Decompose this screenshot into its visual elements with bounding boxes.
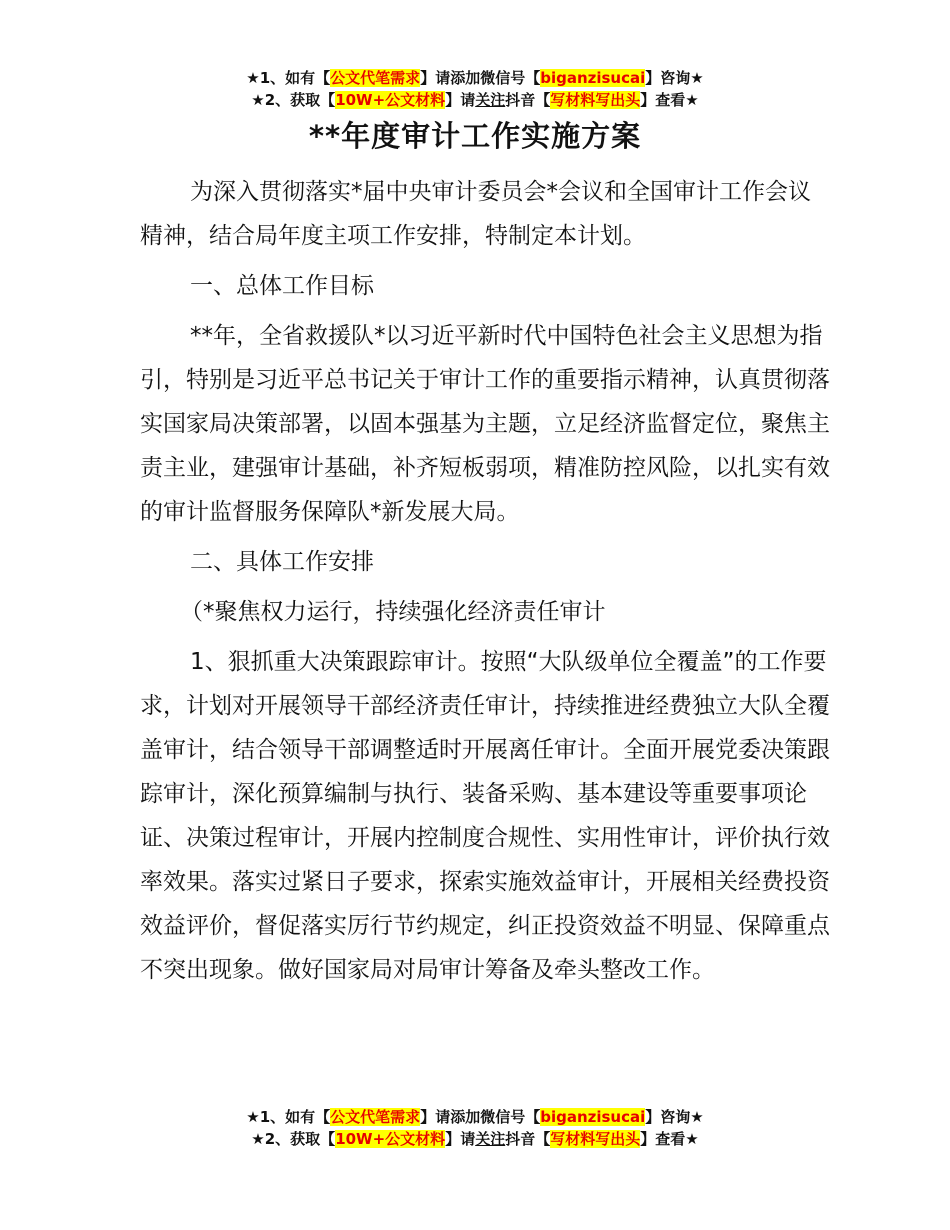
promo-text: 】咨询★ — [645, 1108, 704, 1126]
promo-text: ★2、获取【 — [251, 91, 336, 109]
promo-highlight: 公文代笔需求 — [330, 69, 421, 87]
promo-text: 】查看★ — [640, 91, 699, 109]
promo-text: 】请 — [445, 91, 476, 109]
promo-text: 抖音【 — [505, 1130, 551, 1148]
promo-text: 】请添加微信号【 — [420, 1108, 541, 1126]
section-paragraph-1: **年，全省救援队*以习近平新时代中国特色社会主义思想为指引，特别是习近平总书记关于审计工作的重要指示精神，认真贯彻落实国家局决策部署，以固本强基为主题，立足经济监督定位，聚焦主责主业，建强审计基础，补齐短板弱项，精准防控风险，以扎实有效的审计监督服务保障队*新发展大局。 — [140, 323, 830, 525]
promo-highlight: 写材料写出头 — [550, 91, 641, 109]
section-heading-2: 二、具体工作安排 — [190, 549, 374, 575]
subsection-heading-1: （*聚焦权力运行，持续强化经济责任审计 — [180, 599, 606, 625]
promo-banner-top — [0, 67, 950, 111]
promo-text: ★1、如有【 — [246, 1108, 331, 1126]
promo-line-1 — [0, 67, 950, 89]
promo-highlight-wechat: biganzisucai — [540, 69, 646, 87]
promo-banner-bottom — [0, 1106, 950, 1150]
promo-underline: 关注 — [475, 91, 506, 109]
promo-highlight-wechat: biganzisucai — [540, 1108, 646, 1126]
promo-highlight: 10W+公文材料 — [335, 1130, 446, 1148]
promo-text: ★2、获取【 — [251, 1130, 336, 1148]
promo-text: 】请 — [445, 1130, 476, 1148]
promo-highlight: 写材料写出头 — [550, 1130, 641, 1148]
promo-highlight: 10W+公文材料 — [335, 91, 446, 109]
promo-underline: 关注 — [475, 1130, 506, 1148]
promo-text: ★1、如有【 — [246, 69, 331, 87]
promo-text: 】咨询★ — [645, 69, 704, 87]
promo-text: 】查看★ — [640, 1130, 699, 1148]
section-heading-1: 一、总体工作目标 — [190, 273, 374, 299]
document-title: **年度审计工作实施方案 — [308, 119, 642, 153]
intro-paragraph: 为深入贯彻落实*届中央审计委员会*会议和全国审计工作会议精神，结合局年度主项工作安排，特制定本计划。 — [140, 179, 811, 249]
promo-line-2 — [0, 1128, 950, 1150]
promo-line-1 — [0, 1106, 950, 1128]
promo-line-2 — [0, 89, 950, 111]
promo-text: 】请添加微信号【 — [420, 69, 541, 87]
promo-text: 抖音【 — [505, 91, 551, 109]
item-paragraph-1: 1、狠抓重大决策跟踪审计。按照“大队级单位全覆盖”的工作要求，计划对开展领导干部经济责任审计，持续推进经费独立大队全覆盖审计，结合领导干部调整适时开展离任审计。全面开展党委决策跟踪审计，深化预算编制与执行、装备采购、基本建设等重要事项论证、决策过程审计，开展内控制度合规性、实用性审计，评价执行效率效果。落实过紧日子要求，探索实施效益审计，开展相关经费投资效益评价，督促落实厉行节约规定，纠正投资效益不明显、保障重点不突出现象。做好国家局对局审计筹备及牵头整改工作。 — [140, 649, 830, 983]
promo-highlight: 公文代笔需求 — [330, 1108, 421, 1126]
document-body — [140, 170, 830, 992]
